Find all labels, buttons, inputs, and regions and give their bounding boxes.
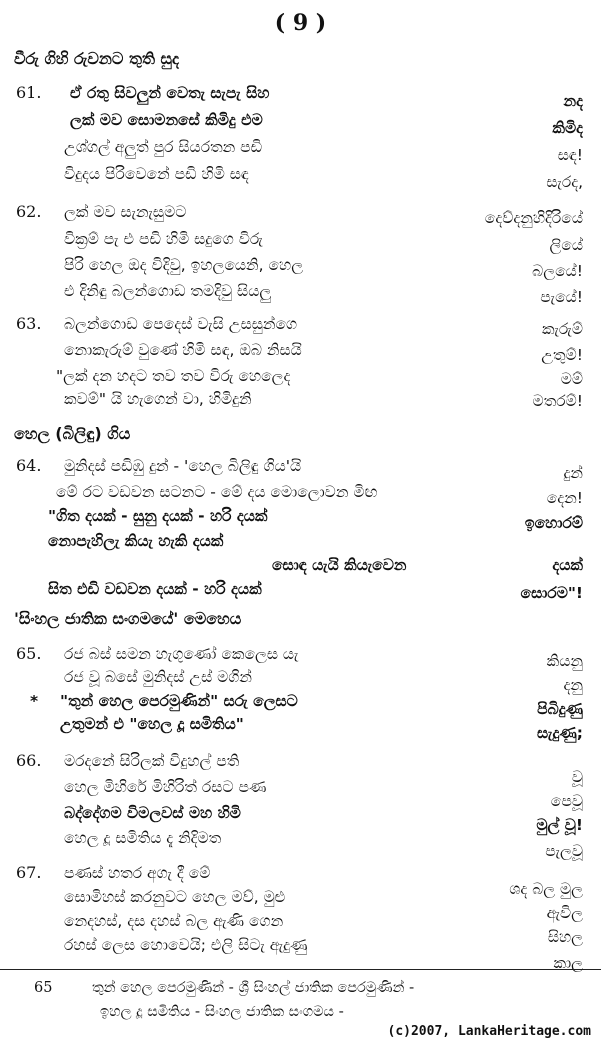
- verse-rhyme: සිහල: [547, 928, 583, 946]
- verse-rhyme: ලියේ: [549, 236, 583, 254]
- verse-line: "තුන් හෙල පෙරමුණින්" සරු ලෙසට: [60, 692, 298, 710]
- verse-line: සොඳ යැයි කියැවෙන: [272, 556, 407, 574]
- verse-line: වික්‍රම් පැ එ පඩි හිමි සදුගෙ විරු: [64, 230, 263, 248]
- verse-line: සිත එඩි වඩවන දයක් - හරි දයක්: [48, 580, 262, 598]
- verse-rhyme: මම්: [560, 370, 583, 388]
- verse-rhyme: ඉහොරම්: [524, 514, 583, 532]
- verse-number: 65.: [16, 644, 42, 663]
- verse-rhyme: දෙන!: [546, 489, 583, 507]
- verse-rhyme: පැයේ!: [540, 288, 583, 306]
- verse-line: ඒ රතු සිවලුන් වෙතැ සැපැ සිහ: [70, 84, 270, 102]
- verse-line: මේ රට වඩවන සටනට - මේ දය මොලොවන මිඟ: [56, 483, 378, 501]
- verse-line: නෙදහස්, දස දහස් බල ඇණි ගෙන: [64, 912, 284, 930]
- verse-rhyme: දනු: [563, 676, 583, 694]
- verse-rhyme: පෙවූ: [550, 792, 583, 810]
- verse-line: නොකැරුම් වුණේ හිමි සඳ, ඔබ නිසයි: [64, 341, 302, 359]
- verse-line: පණස් හතර අගැ දී මේ: [64, 864, 211, 882]
- verse-line: ලක් මව සැනැසුමට: [64, 203, 187, 221]
- verse-line: හෙල මිහිරේ මිහිරිත් රසට පණ: [64, 778, 267, 796]
- verse-line: හෙල දූ සමිතිය දැ නිදිමත: [64, 829, 222, 847]
- verse-line: රජ වූ බසේ මුනිදස් උස් මගින්: [64, 668, 252, 686]
- verse-line: මුනිදස් පඩිඹු දුන් - 'හෙල බිලිඳු ගිය'යි: [64, 457, 302, 475]
- verse-line: කවම්" යි හැගෙන් වා, හිමිදුනි: [64, 390, 252, 408]
- verse-line: රහස් ලෙස හොවෙයි; එලි සිටැ ඇදුණු: [64, 936, 308, 954]
- verse-rhyme: කියනු: [546, 652, 583, 670]
- copyright-notice: (c)2007, LankaHeritage.com: [387, 1024, 591, 1039]
- verse-line: "ගිත දයක් - සුනු දයක් - හරි දයක්: [48, 507, 268, 525]
- verse-line: විදුදය පිරිවෙනේ පඩි හිමි සඳ: [64, 165, 249, 183]
- verse-rhyme: සඳ!: [557, 146, 583, 164]
- verse-rhyme: ශද බල මුල: [509, 880, 583, 898]
- verse-line: රජ බස් සමන හැගුණෝ කෙලෙස යැ: [64, 645, 299, 663]
- verse-line: නොපැහිලැ කියැ හැකි දයක්: [48, 532, 224, 550]
- verse-line: උතුමන් එ "හෙල දූ සමිතිය": [60, 715, 244, 733]
- verse-line: මරදනේ සිරිලක් විදුහල් පති: [64, 752, 240, 770]
- verse-rhyme: මතරම්!: [532, 392, 583, 410]
- verse-rhyme: සොරම"!: [520, 584, 583, 602]
- verse-rhyme: පැලවූ: [545, 842, 583, 860]
- verse-rhyme: නද: [563, 92, 583, 110]
- footnote-divider: [0, 969, 601, 970]
- verse-rhyme: දෙව්දනුහිදිරියේ: [484, 209, 583, 227]
- verse-rhyme: සැදුණු;: [537, 724, 583, 742]
- verse-rhyme: මුල් වූ!: [536, 816, 583, 834]
- verse-rhyme: ඇවිල: [546, 904, 583, 922]
- verse-line: එ දිනිඳු බලන්ගොඩ තමදිවු සියලු: [64, 282, 272, 300]
- verse-line: "ලක් දන හදට තව තව විරු හෙලෙද: [56, 367, 291, 385]
- verse-line: ලක් මව සොමනසේ කිමිදු එම: [70, 111, 263, 129]
- footnote-line: ඉහල දූ සමිතිය - සිංහල ජාතික සංගමය -: [100, 1004, 344, 1020]
- verse-rhyme: කිමිද: [552, 119, 583, 137]
- verse-number: 63.: [16, 314, 42, 333]
- verse-number: 66.: [16, 751, 42, 770]
- section-heading: වීරු ගිහි රුවනට තුති සුද: [14, 49, 180, 68]
- verse-rhyme: දුන්: [563, 464, 583, 482]
- verse-number: 67.: [16, 863, 42, 882]
- verse-rhyme: පිබිදුණු: [537, 700, 583, 718]
- section-heading: හෙල (බිලිඳු) ගිය: [14, 424, 131, 443]
- verse-rhyme: කාල: [553, 954, 583, 972]
- verse-rhyme: බලයේ!: [532, 262, 583, 280]
- verse-line: පිරි හෙල ඔද විදිවු, ඉහලයෙනි, හෙල: [64, 256, 304, 274]
- verse-rhyme: දයක්: [552, 556, 583, 574]
- footnote-number: 65: [34, 980, 53, 996]
- verse-rhyme: කැරුම්: [541, 320, 583, 338]
- footnote-marker: *: [30, 692, 39, 710]
- verse-number: 64.: [16, 456, 42, 475]
- section-heading: 'සිංහල ජාතික සංගමයේ' මෙහෙය: [14, 609, 242, 628]
- verse-line: බලන්ගොඩ පෙදෙස් වැසි උසසුන්ගෙ: [64, 315, 298, 333]
- footnote-line: තුන් හෙල පෙරමුණින් - ශ්‍රී සිංහල් ජාතික පෙරමුණින් -: [92, 980, 415, 996]
- verse-rhyme: උතුම්!: [541, 346, 583, 364]
- verse-number: 61.: [16, 83, 42, 102]
- verse-rhyme: සැරද,: [546, 173, 583, 191]
- page-number: ( 9 ): [274, 10, 327, 36]
- verse-line: සොමිහස් කරනුවට හෙල මව්, මුළු: [64, 888, 286, 906]
- verse-number: 62.: [16, 202, 42, 221]
- verse-rhyme: වූ: [571, 768, 583, 786]
- verse-line: බද්දේගම විමලවස් මහ හිමි: [64, 804, 241, 822]
- verse-line: උශ්ගල් අලුත් පුර සියරතන පඩි: [64, 138, 263, 156]
